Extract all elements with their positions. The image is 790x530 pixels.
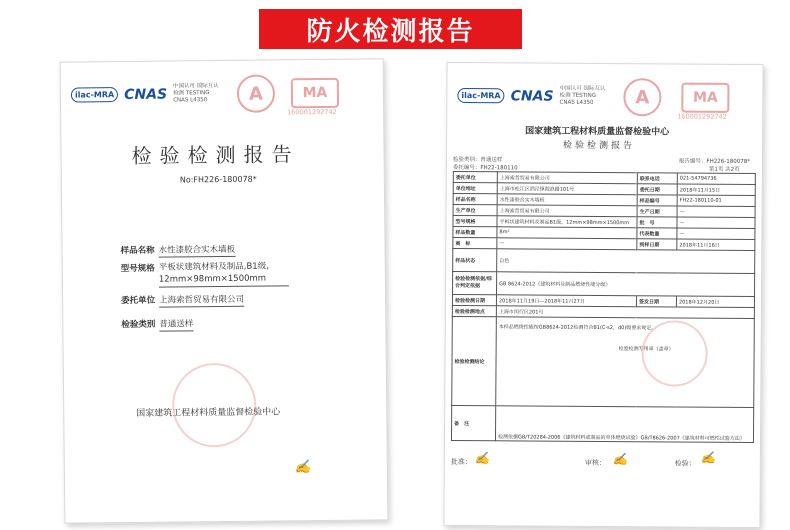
table-row xyxy=(452,316,755,407)
cnas-subtext: 中国认可 国际互认 检测 TESTING CNAS L4350 xyxy=(559,85,606,106)
report-cover-page xyxy=(60,58,389,523)
logo-group xyxy=(71,83,219,106)
table-cell: 单位地址 xyxy=(453,182,497,193)
table-cell: 2018年11月19日—2018年11月27日 xyxy=(496,295,636,307)
table-cell: 上海索哲贸易有限公司 xyxy=(497,172,637,184)
report-info-table xyxy=(451,171,756,443)
table-cell: 上海索哲贸易有限公司 xyxy=(497,205,637,217)
organization-title: 国家建筑工程材料质量监督检验中心 xyxy=(525,126,670,138)
cma-logo xyxy=(291,78,339,109)
field-label: 型号规格 xyxy=(120,263,155,275)
table-cell: 检验检测依据/综合判定依据 xyxy=(453,271,497,294)
cnas-logo: CNAS xyxy=(124,86,168,103)
meta-page: 第1页 共2页 xyxy=(708,166,740,173)
table-cell: 委托单位 xyxy=(453,171,497,182)
table-cell: 检验检测地点 xyxy=(452,305,496,316)
table-cell: 水性漆胶合实木墙板 xyxy=(497,194,637,206)
table-cell: 生产日期 xyxy=(637,206,677,217)
conclusion-seal-text: 检验检测专用章（盖章） xyxy=(618,346,674,353)
table-cell: 上海市闵行区201号 xyxy=(496,306,754,319)
table-cell: — xyxy=(677,228,755,240)
meta-commission-no: 委托编号：FH22-180110 xyxy=(452,164,518,172)
table-cell: 生产单位 xyxy=(453,204,497,215)
cnas-subtext: 中国认可 国际互认 检测 TESTING CNAS L4350 xyxy=(173,83,219,104)
table-cell: 样品状态 xyxy=(453,248,497,271)
table-cell: 021-54794736 xyxy=(677,173,755,185)
handwritten-signature: ✍ xyxy=(700,450,716,465)
field-value: 普通送样 xyxy=(159,319,194,330)
report-title: 检验检测报告 xyxy=(131,142,300,168)
table-cell: 平板状建筑材料及制品B1级，12mm×98mm×1500mm xyxy=(497,216,637,228)
handwritten-signature: ✍ xyxy=(474,451,490,466)
table-cell: 8m² xyxy=(497,227,637,239)
report-title: 检验检测报告 xyxy=(563,140,636,152)
table-row xyxy=(453,271,755,296)
conclusion-text: 本样品燃烧性能按GB8624-2012检测符合B1(C-s2，d0)级要求规定。 xyxy=(498,324,657,332)
table-cell: 检测依据GB/T20284-2006《建筑材料或制品的单体燃烧试验》GB/T8626-2007《建筑材料可燃性试验方法》 xyxy=(495,406,753,443)
field-value: 水性漆胶合实木墙板 xyxy=(158,244,236,256)
table-cell: 代表数量 xyxy=(637,228,677,239)
table-cell: 联系电话 xyxy=(637,173,677,184)
table-cell: 签发日期 xyxy=(636,296,676,307)
issuing-organization: 国家建筑工程材料质量监督检验中心 xyxy=(136,407,281,419)
meta-report-no: 报告编号：FH226-180078* xyxy=(678,158,750,166)
field-model xyxy=(121,260,301,288)
page-banner xyxy=(259,9,522,49)
field-label: 委托单位 xyxy=(121,295,156,307)
accreditation-a-text: A xyxy=(248,83,264,105)
field-client xyxy=(121,293,244,308)
table-cell: 样品编号 xyxy=(637,195,677,206)
accreditation-a-seal xyxy=(623,78,661,116)
table-cell: 备 注 xyxy=(451,405,495,440)
field-value: 平板状建筑材料及制品,B1级，12mm×98mm×1500mm xyxy=(159,260,289,287)
table-cell: 检验检测日期 xyxy=(452,294,496,305)
field-label: 检验类别 xyxy=(121,319,156,331)
signature-test-label: 检验： xyxy=(674,459,696,468)
conclusion-cell xyxy=(496,317,755,408)
signature-review-label: 审核： xyxy=(584,458,606,468)
red-seal-stamp xyxy=(641,320,707,386)
cma-number: 160001292742 xyxy=(287,107,337,117)
table-cell: 2018年11月15日 xyxy=(677,184,755,196)
field-value: 上海索哲贸易有限公司 xyxy=(159,294,245,306)
cma-logo xyxy=(681,83,729,113)
table-cell: 样品数量 xyxy=(453,226,497,237)
table-cell: 委托日期 xyxy=(637,184,677,195)
table-cell: 批 号 xyxy=(637,217,677,228)
handwritten-signature: ✍ xyxy=(612,452,628,467)
table-cell: 商 标 xyxy=(453,237,497,248)
table-cell: 2018年11月16日 xyxy=(677,239,755,251)
table-cell: FH22-180110-01 xyxy=(677,195,755,207)
cnas-logo: CNAS xyxy=(510,87,554,105)
ilac-mra-logo: ilac-MRA xyxy=(71,87,118,102)
accreditation-a-seal xyxy=(237,74,275,112)
cma-text: MA xyxy=(692,89,718,106)
banner-title: 防火检测报告 xyxy=(306,16,475,47)
cma-number: 160001292742 xyxy=(677,112,727,121)
logo-group xyxy=(457,85,605,107)
table-cell: 上海市松江区泗泾镇鼓浪路101号 xyxy=(497,183,637,195)
table-cell: 自色 xyxy=(497,249,755,274)
field-sample-name xyxy=(121,243,236,258)
table-cell: — xyxy=(677,206,755,218)
field-label: 样品名称 xyxy=(120,245,155,257)
handwritten-signature: ✍ xyxy=(294,460,312,476)
table-cell: 型号规格 xyxy=(453,215,497,226)
table-cell: 2018年12月20日 xyxy=(676,296,754,308)
table-row xyxy=(451,405,753,442)
table-cell: GB 8624-2012《建筑材料及制品燃烧性能分级》 xyxy=(496,272,754,297)
table-cell: 检验检测结论 xyxy=(452,316,497,405)
table-row xyxy=(453,248,755,273)
table-cell: — xyxy=(497,238,637,250)
cma-text: MA xyxy=(302,84,328,102)
report-detail-page xyxy=(443,62,763,528)
table-cell: — xyxy=(677,217,755,229)
field-category xyxy=(121,317,193,332)
ilac-mra-logo: ilac-MRA xyxy=(457,88,504,103)
report-number: No:FH226-180078* xyxy=(179,174,257,185)
signature-approve-label: 批准： xyxy=(450,457,472,467)
table-cell: 到样日期 xyxy=(637,239,677,250)
meta-category: 检验类别：普通送样 xyxy=(452,156,503,164)
accreditation-a-text: A xyxy=(635,86,650,108)
table-cell: 样品名称 xyxy=(453,193,497,204)
